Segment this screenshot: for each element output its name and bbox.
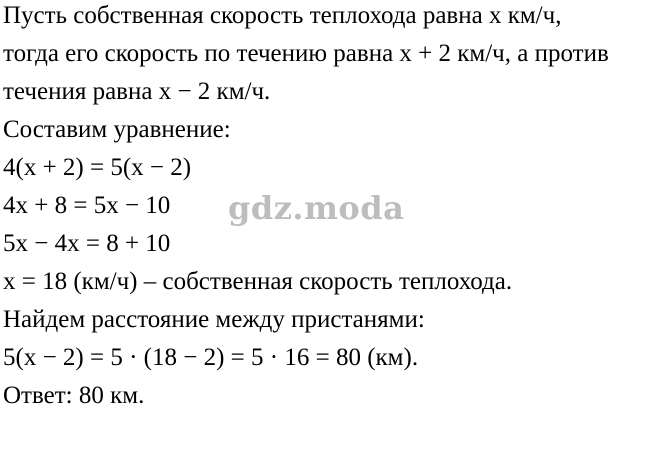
watermark-logo: gdz.moda — [228, 189, 405, 227]
text-line-3: течения равна x − 2 км/ч. — [3, 78, 271, 105]
equation-line-1: 4(x + 2) = 5(x − 2) — [3, 154, 192, 181]
equation-line-4: 5(x − 2) = 5 · (18 − 2) = 5 · 16 = 80 (км). — [3, 344, 419, 371]
text-line-8: x = 18 (км/ч) – собственная скорость теплохода. — [3, 268, 513, 295]
text-line-4: Составим уравнение: — [3, 116, 231, 143]
text-line-2: тогда его скорость по течению равна x + 2 км/ч, а против — [3, 40, 609, 67]
equation-line-3: 5x − 4x = 8 + 10 — [3, 230, 171, 257]
answer-line: Ответ: 80 км. — [3, 382, 145, 409]
text-line-9: Найдем расстояние между пристанями: — [3, 306, 425, 333]
text-line-1: Пусть собственная скорость теплохода равна x км/ч, — [3, 2, 562, 29]
equation-line-2: 4x + 8 = 5x − 10 — [3, 192, 171, 219]
